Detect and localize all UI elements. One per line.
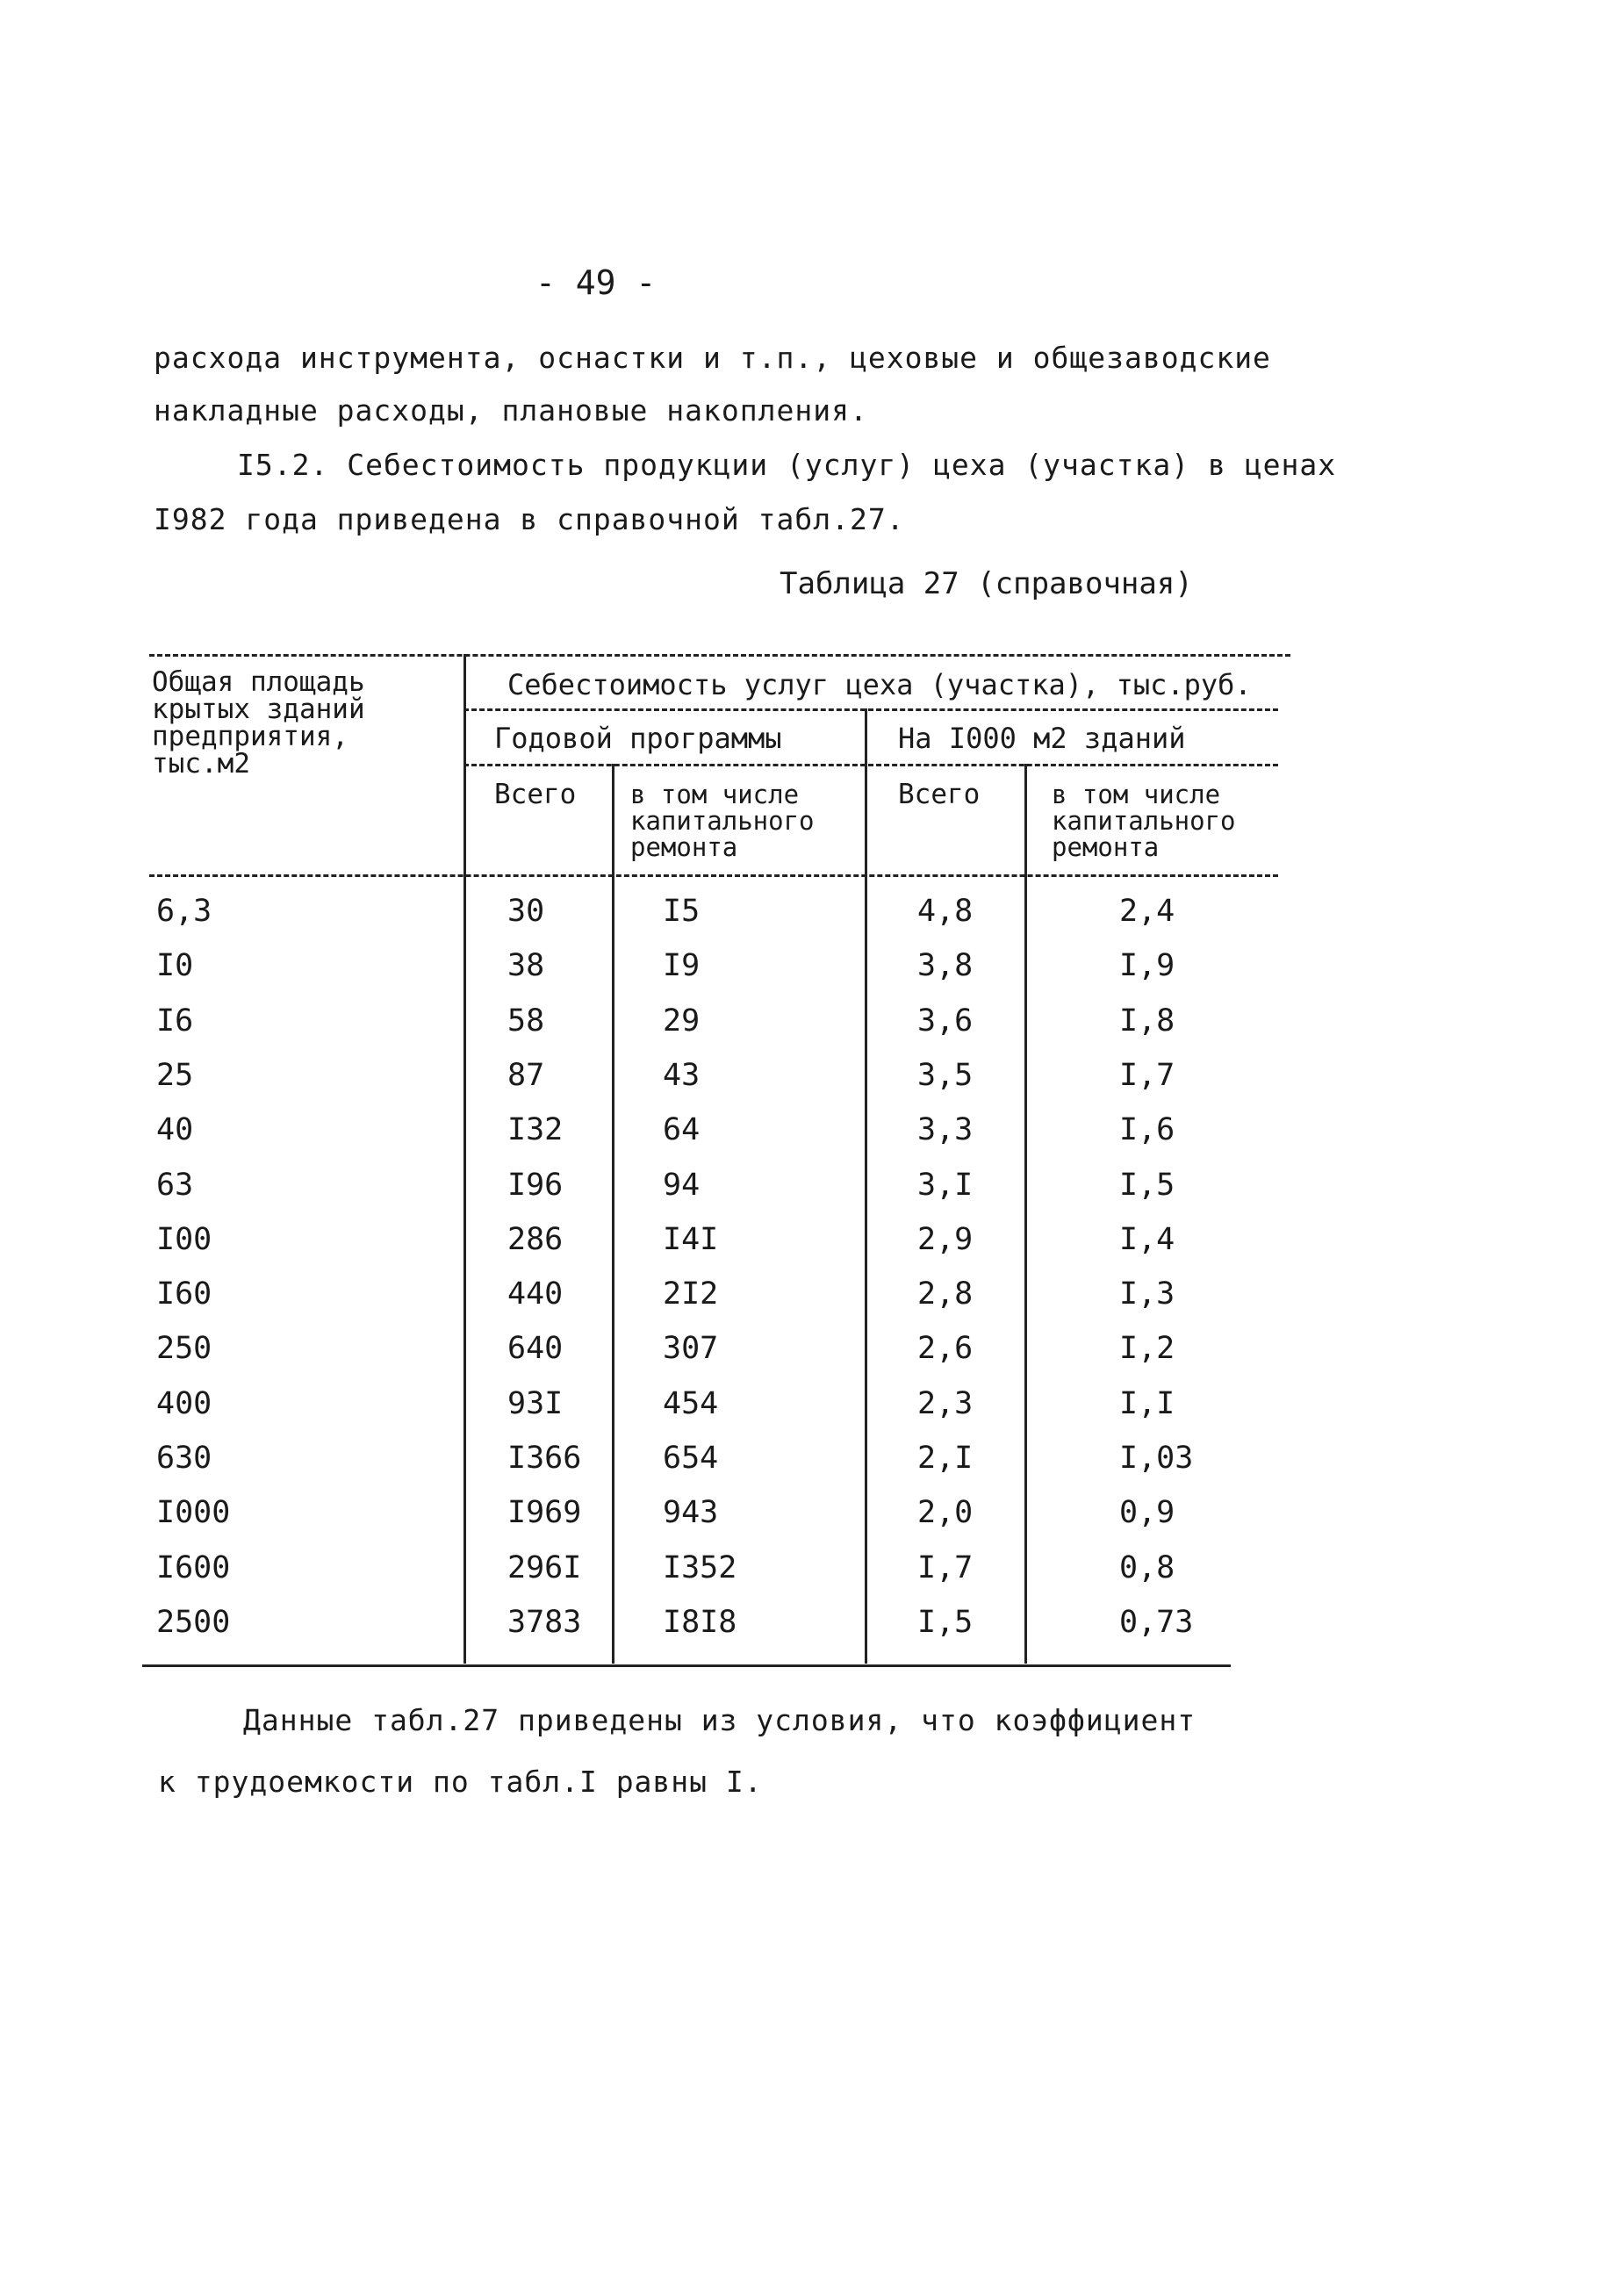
cell-area: 630 xyxy=(156,1441,212,1476)
group-header-cost: Себестоимость услуг цеха (участка), тыс.руб. xyxy=(507,668,1252,701)
cell-per1000-total: 3,8 xyxy=(917,948,974,983)
cell-per1000-capital: I,4 xyxy=(1119,1222,1175,1257)
cell-per1000-capital: I,2 xyxy=(1119,1331,1175,1366)
cell-annual-total: 30 xyxy=(507,894,545,929)
col-per1000-capital-line-1: в том числе xyxy=(1052,780,1221,809)
col-annual-capital-line-3: ремонта xyxy=(630,832,738,862)
cell-annual-capital: 307 xyxy=(663,1331,719,1366)
cell-area: I6 xyxy=(156,1003,194,1039)
note-line-2: к трудоемкости по табл.I равны I. xyxy=(158,1765,763,1799)
cell-per1000-total: 2,I xyxy=(917,1441,974,1476)
cell-annual-total: I969 xyxy=(507,1495,582,1530)
cell-per1000-capital: I,3 xyxy=(1119,1276,1175,1312)
cell-annual-capital: I8I8 xyxy=(663,1605,737,1640)
cell-per1000-total: 3,I xyxy=(917,1168,974,1203)
cell-annual-capital: 454 xyxy=(663,1386,719,1421)
cell-area: I60 xyxy=(156,1276,212,1312)
cell-annual-total: 296I xyxy=(507,1550,582,1585)
cell-per1000-capital: 0,73 xyxy=(1119,1605,1194,1640)
cell-per1000-total: 4,8 xyxy=(917,894,974,929)
cell-per1000-total: 3,5 xyxy=(917,1058,974,1093)
cell-per1000-capital: 0,9 xyxy=(1119,1495,1175,1530)
cell-per1000-total: 2,9 xyxy=(917,1222,974,1257)
cell-per1000-total: 3,6 xyxy=(917,1003,974,1039)
cell-annual-total: 640 xyxy=(507,1331,564,1366)
cell-per1000-capital: 0,8 xyxy=(1119,1550,1175,1585)
cell-annual-total: 38 xyxy=(507,948,545,983)
cell-area: 250 xyxy=(156,1331,212,1366)
cell-per1000-capital: I,9 xyxy=(1119,948,1175,983)
cell-per1000-capital: I,7 xyxy=(1119,1058,1175,1093)
cell-annual-total: I96 xyxy=(507,1168,564,1203)
col-per1000-capital-line-3: ремонта xyxy=(1052,832,1160,862)
col-area-header-line-1: Общая площадь xyxy=(152,666,365,698)
cell-area: 40 xyxy=(156,1112,194,1147)
cell-area: 63 xyxy=(156,1168,194,1203)
col-annual-total-header: Всего xyxy=(494,779,577,810)
subheader-per-1000-m2: На I000 м2 зданий xyxy=(898,722,1186,755)
cell-annual-capital: 2I2 xyxy=(663,1276,719,1312)
cell-annual-capital: 943 xyxy=(663,1495,719,1530)
cell-area: 6,3 xyxy=(156,894,212,929)
cell-area: I600 xyxy=(156,1550,231,1585)
cell-per1000-total: 2,3 xyxy=(917,1386,974,1421)
cell-annual-total: 3783 xyxy=(507,1605,582,1640)
col-area-header-line-4: тыс.м2 xyxy=(152,748,250,780)
cell-annual-total: I32 xyxy=(507,1112,564,1147)
cell-per1000-total: 2,6 xyxy=(917,1331,974,1366)
cell-per1000-capital: I,6 xyxy=(1119,1112,1175,1147)
subheader-annual-program: Годовой программы xyxy=(494,722,782,755)
cell-annual-capital: 64 xyxy=(663,1112,701,1147)
cell-area: I00 xyxy=(156,1222,212,1257)
col-annual-capital-header xyxy=(630,781,815,860)
cell-per1000-total: I,5 xyxy=(917,1605,974,1640)
cell-annual-capital: 94 xyxy=(663,1168,701,1203)
cell-area: I0 xyxy=(156,948,194,983)
paragraph-1-line-1: расхода инструмента, оснастки и т.п., цеховые и общезаводские xyxy=(154,341,1271,375)
col-per1000-capital-line-2: капитального xyxy=(1052,806,1236,836)
col-area-header xyxy=(152,666,365,780)
cell-per1000-total: 2,8 xyxy=(917,1276,974,1312)
cell-per1000-capital: I,5 xyxy=(1119,1168,1175,1203)
col-annual-capital-line-1: в том числе xyxy=(630,780,800,809)
cell-annual-total: I366 xyxy=(507,1441,582,1476)
cell-annual-total: 93I xyxy=(507,1386,564,1421)
col-per1000-capital-header xyxy=(1052,781,1236,860)
cell-area: 25 xyxy=(156,1058,194,1093)
col-area-header-line-3: предприятия, xyxy=(152,721,349,752)
cell-per1000-total: 3,3 xyxy=(917,1112,974,1147)
paragraph-1-line-2: накладные расходы, плановые накопления. xyxy=(154,393,868,428)
table-caption: Таблица 27 (справочная) xyxy=(780,566,1193,601)
cell-area: 400 xyxy=(156,1386,212,1421)
paragraph-2-line-1: I5.2. Себестоимость продукции (услуг) цеха (участка) в ценах xyxy=(237,448,1337,482)
paragraph-2-line-2: I982 года приведена в справочной табл.27. xyxy=(154,502,905,536)
cell-area: 2500 xyxy=(156,1605,231,1640)
cell-annual-capital: 654 xyxy=(663,1441,719,1476)
note-line-1: Данные табл.27 приведены из условия, что коэффициент xyxy=(243,1703,1196,1737)
cell-annual-capital: 29 xyxy=(663,1003,701,1039)
cell-per1000-total: I,7 xyxy=(917,1550,974,1585)
cell-per1000-capital: I,03 xyxy=(1119,1441,1194,1476)
page-number: - 49 - xyxy=(535,263,657,302)
cell-per1000-total: 2,0 xyxy=(917,1495,974,1530)
cell-annual-total: 440 xyxy=(507,1276,564,1312)
cell-annual-capital: 43 xyxy=(663,1058,701,1093)
cell-annual-total: 58 xyxy=(507,1003,545,1039)
cell-annual-capital: I9 xyxy=(663,948,701,983)
col-annual-capital-line-2: капитального xyxy=(630,806,815,836)
cell-annual-total: 286 xyxy=(507,1222,564,1257)
cell-annual-capital: I4I xyxy=(663,1222,719,1257)
col-per1000-total-header: Всего xyxy=(898,779,981,810)
cell-annual-total: 87 xyxy=(507,1058,545,1093)
cell-annual-capital: I352 xyxy=(663,1550,737,1585)
cell-annual-capital: I5 xyxy=(663,894,701,929)
col-area-header-line-2: крытых зданий xyxy=(152,694,365,725)
cell-per1000-capital: I,I xyxy=(1119,1386,1175,1421)
cell-per1000-capital: I,8 xyxy=(1119,1003,1175,1039)
cell-per1000-capital: 2,4 xyxy=(1119,894,1175,929)
cell-area: I000 xyxy=(156,1495,231,1530)
